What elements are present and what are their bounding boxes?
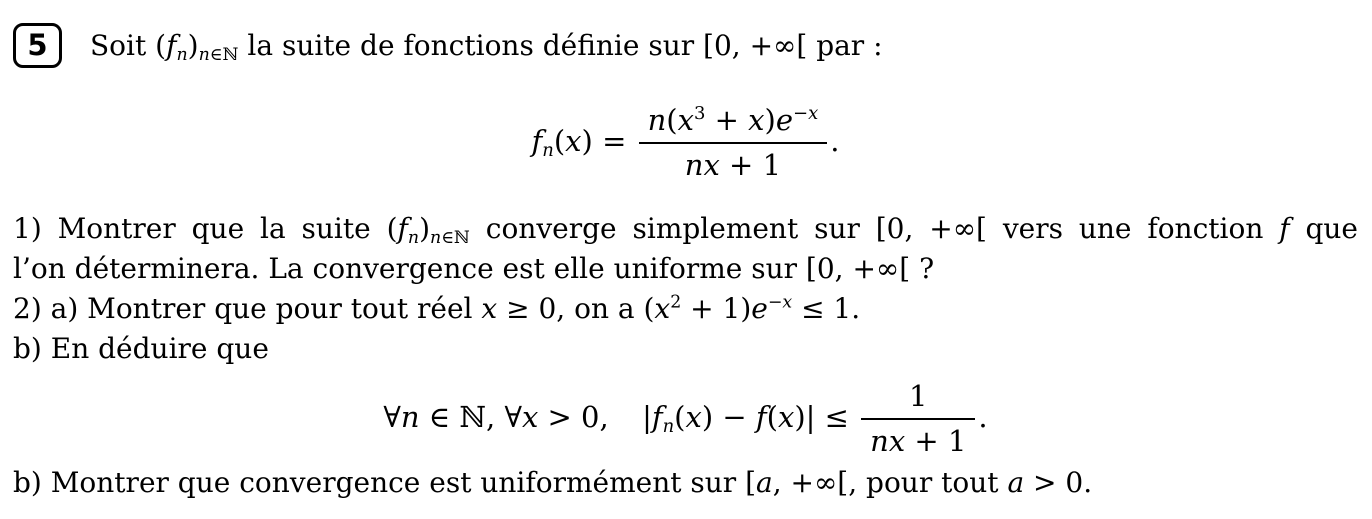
- text-run: ≥ 0, on a (: [497, 291, 655, 325]
- text-run: (: [666, 103, 678, 137]
- naturals-symbol: ℕ: [222, 44, 239, 65]
- text-run: b) Montrer que convergence est uniformément sur [: [13, 465, 757, 499]
- period: .: [978, 399, 988, 434]
- element-of-symbol: ∈: [441, 227, 455, 248]
- text-run: ≤ 1.: [792, 291, 861, 325]
- superscript-minus-x: −x: [767, 292, 793, 313]
- inequality-formula: [13, 379, 1358, 459]
- question-1-line-1: [13, 209, 1358, 249]
- exercise-intro-line: [90, 28, 883, 65]
- question-1-line-2: [13, 249, 1358, 289]
- math-var-nx: nx: [684, 148, 720, 183]
- forall-symbol: ∀: [504, 399, 522, 434]
- math-var-e: e: [751, 291, 768, 325]
- question-2b-label: [13, 329, 1358, 369]
- subscript-n: n: [430, 227, 442, 248]
- text-run: Soit (: [90, 28, 167, 62]
- math-var-x: x: [777, 399, 795, 434]
- math-var-n: n: [400, 399, 420, 434]
- math-var-e: e: [775, 103, 794, 137]
- superscript-3: 3: [693, 102, 706, 124]
- formula-fn-definition: [13, 103, 1358, 183]
- text-run: + 1: [719, 148, 782, 183]
- math-var-n: n: [647, 103, 667, 137]
- text-run: ): [419, 211, 430, 245]
- fraction-numerator: 1: [909, 378, 928, 413]
- text-run: 2) a) Montrer que pour tout réel: [13, 291, 482, 325]
- naturals-symbol: ℕ: [454, 227, 470, 248]
- subscript-n: n: [662, 415, 675, 437]
- math-var-x: x: [748, 103, 765, 137]
- math-var-a: a: [756, 465, 773, 499]
- fraction-denominator: [861, 418, 975, 458]
- text-run: )| ≤: [794, 399, 859, 434]
- text-run: ): [187, 28, 199, 62]
- math-var-f: f: [755, 399, 767, 434]
- text-run: (: [553, 123, 566, 158]
- math-var-x: x: [521, 399, 539, 434]
- text-run: > 0.: [1024, 465, 1093, 499]
- superscript-2: 2: [670, 292, 682, 313]
- math-var-f: f: [531, 123, 543, 158]
- math-var-x: x: [481, 291, 498, 325]
- superscript-minus-x: −x: [793, 102, 819, 124]
- element-of-symbol: ∈: [209, 44, 223, 65]
- text-run: (: [674, 399, 686, 434]
- exercise-number-box: [13, 23, 62, 68]
- text-run: ): [764, 103, 776, 137]
- math-var-a: a: [1007, 465, 1025, 499]
- abs-bar: |: [642, 399, 652, 434]
- subscript-n: n: [176, 44, 188, 65]
- math-var-f: f: [397, 211, 408, 245]
- fraction-numerator: [639, 103, 828, 142]
- text-run: que: [1289, 211, 1359, 245]
- subscript-n: n: [542, 139, 554, 161]
- text-run: converge simplement sur [0, +∞[ vers une fonction: [469, 211, 1280, 245]
- period: .: [830, 123, 840, 158]
- math-var-f: f: [166, 28, 177, 62]
- fraction: [861, 379, 975, 459]
- text-run: > 0,: [538, 399, 609, 434]
- text-run: + 1): [681, 291, 752, 325]
- text-run: b) En déduire que: [13, 331, 269, 365]
- question-3-line: [13, 463, 1358, 503]
- exercise-number: 5: [27, 28, 48, 62]
- plus-sign: +: [705, 103, 749, 137]
- math-var-x: x: [654, 291, 671, 325]
- text-run: (: [766, 399, 778, 434]
- subscript-n: n: [407, 227, 420, 248]
- math-var-x: x: [685, 399, 702, 434]
- math-var-nx: nx: [870, 424, 906, 459]
- fraction: [639, 103, 828, 183]
- math-var-x: x: [565, 123, 582, 158]
- question-2a-line: [13, 289, 1358, 329]
- exercise-header: [13, 21, 1358, 69]
- text-run: la suite de fonctions définie sur [0, +∞[ par :: [238, 28, 883, 62]
- text-run: 1) Montrer que la suite (: [13, 211, 398, 245]
- text-run: l’on déterminera. La convergence est elle uniforme sur [0, +∞[ ?: [13, 251, 935, 285]
- math-var-f: f: [1279, 211, 1290, 245]
- text-run: ∈ ℕ,: [419, 399, 505, 434]
- math-var-f: f: [651, 399, 663, 434]
- equals-sign: =: [592, 123, 636, 158]
- forall-symbol: ∀: [383, 399, 401, 434]
- fraction-denominator: [639, 142, 828, 182]
- text-run: + 1: [905, 424, 967, 459]
- text-run: , +∞[, pour tout: [772, 465, 1008, 499]
- text-run: ): [581, 123, 593, 158]
- math-var-x: x: [677, 103, 694, 137]
- subscript-n: n: [198, 44, 210, 65]
- text-run: ) −: [701, 399, 756, 434]
